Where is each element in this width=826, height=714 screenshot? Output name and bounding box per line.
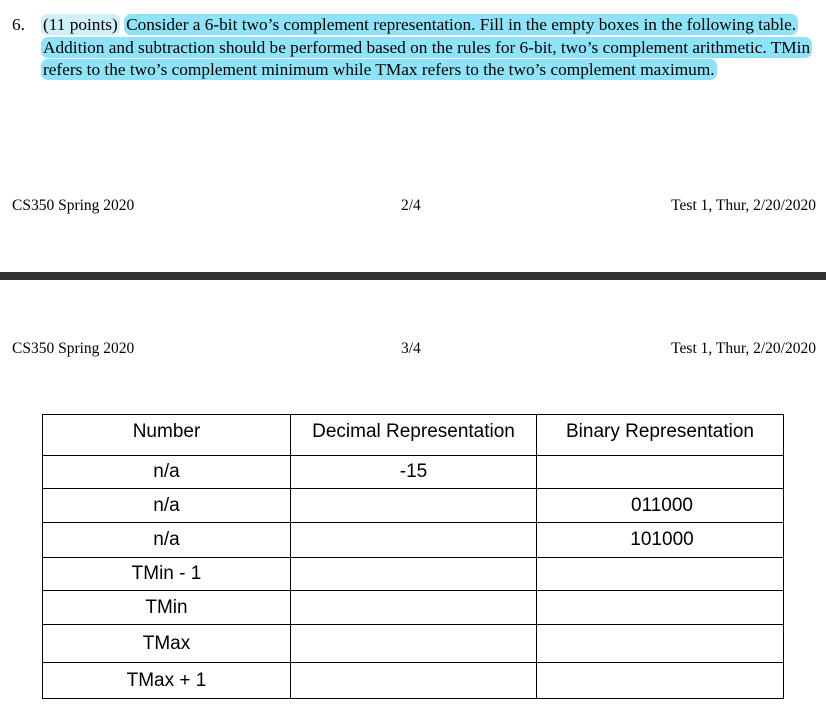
- header-decimal: Decimal Representation: [291, 415, 537, 456]
- table-header-row: [43, 415, 784, 456]
- table-row: [43, 523, 784, 558]
- cell-binary[interactable]: [537, 591, 784, 625]
- table-row: [43, 663, 784, 699]
- cell-binary[interactable]: [537, 558, 784, 591]
- footer-test-info: Test 1, Thur, 2/20/2020: [671, 197, 816, 214]
- question-6: [12, 14, 812, 82]
- cell-number: n/a: [43, 523, 291, 558]
- cell-decimal[interactable]: [291, 489, 537, 523]
- header-binary: Binary Representation: [537, 415, 784, 456]
- table-row: [43, 591, 784, 625]
- cell-binary[interactable]: [537, 663, 784, 699]
- header-page-number: 3/4: [401, 340, 421, 357]
- question-body: [41, 14, 812, 82]
- cell-decimal[interactable]: [291, 558, 537, 591]
- cell-decimal[interactable]: [291, 523, 537, 558]
- cell-binary[interactable]: 011000: [537, 489, 784, 523]
- page-separator: [0, 272, 826, 280]
- page-footer-2: [12, 195, 816, 217]
- table-row: [43, 489, 784, 523]
- cell-number: n/a: [43, 489, 291, 523]
- table-row: [43, 456, 784, 489]
- cell-binary[interactable]: 101000: [537, 523, 784, 558]
- header-course: CS350 Spring 2020: [12, 340, 135, 357]
- cell-number: TMin - 1: [43, 558, 291, 591]
- header-test-info: Test 1, Thur, 2/20/2020: [671, 340, 816, 357]
- cell-decimal[interactable]: [291, 625, 537, 663]
- question-text: Consider a 6-bit two’s complement representation. Fill in the empty boxes in the following table. Addition and subtraction should be performed based on the rules for 6-bit, two’s complement arithmetic. TMin refers to the two’s complement minimum while TMax refers to the two’s complement maximum.: [43, 15, 811, 79]
- table-row: [43, 558, 784, 591]
- cell-number: n/a: [43, 456, 291, 489]
- cell-number: TMax + 1: [43, 663, 291, 699]
- cell-decimal[interactable]: -15: [291, 456, 537, 489]
- header-number: Number: [43, 415, 291, 456]
- question-points: (11 points): [43, 15, 118, 34]
- cell-decimal[interactable]: [291, 591, 537, 625]
- cell-decimal[interactable]: [291, 663, 537, 699]
- cell-binary[interactable]: [537, 625, 784, 663]
- footer-course: CS350 Spring 2020: [12, 197, 135, 214]
- page-header-3: [12, 338, 816, 360]
- table-row: [43, 625, 784, 663]
- cell-number: TMax: [43, 625, 291, 663]
- footer-page-number: 2/4: [401, 197, 421, 214]
- representation-table: [42, 414, 784, 699]
- question-number: 6.: [12, 15, 25, 34]
- cell-number: TMin: [43, 591, 291, 625]
- cell-binary[interactable]: [537, 456, 784, 489]
